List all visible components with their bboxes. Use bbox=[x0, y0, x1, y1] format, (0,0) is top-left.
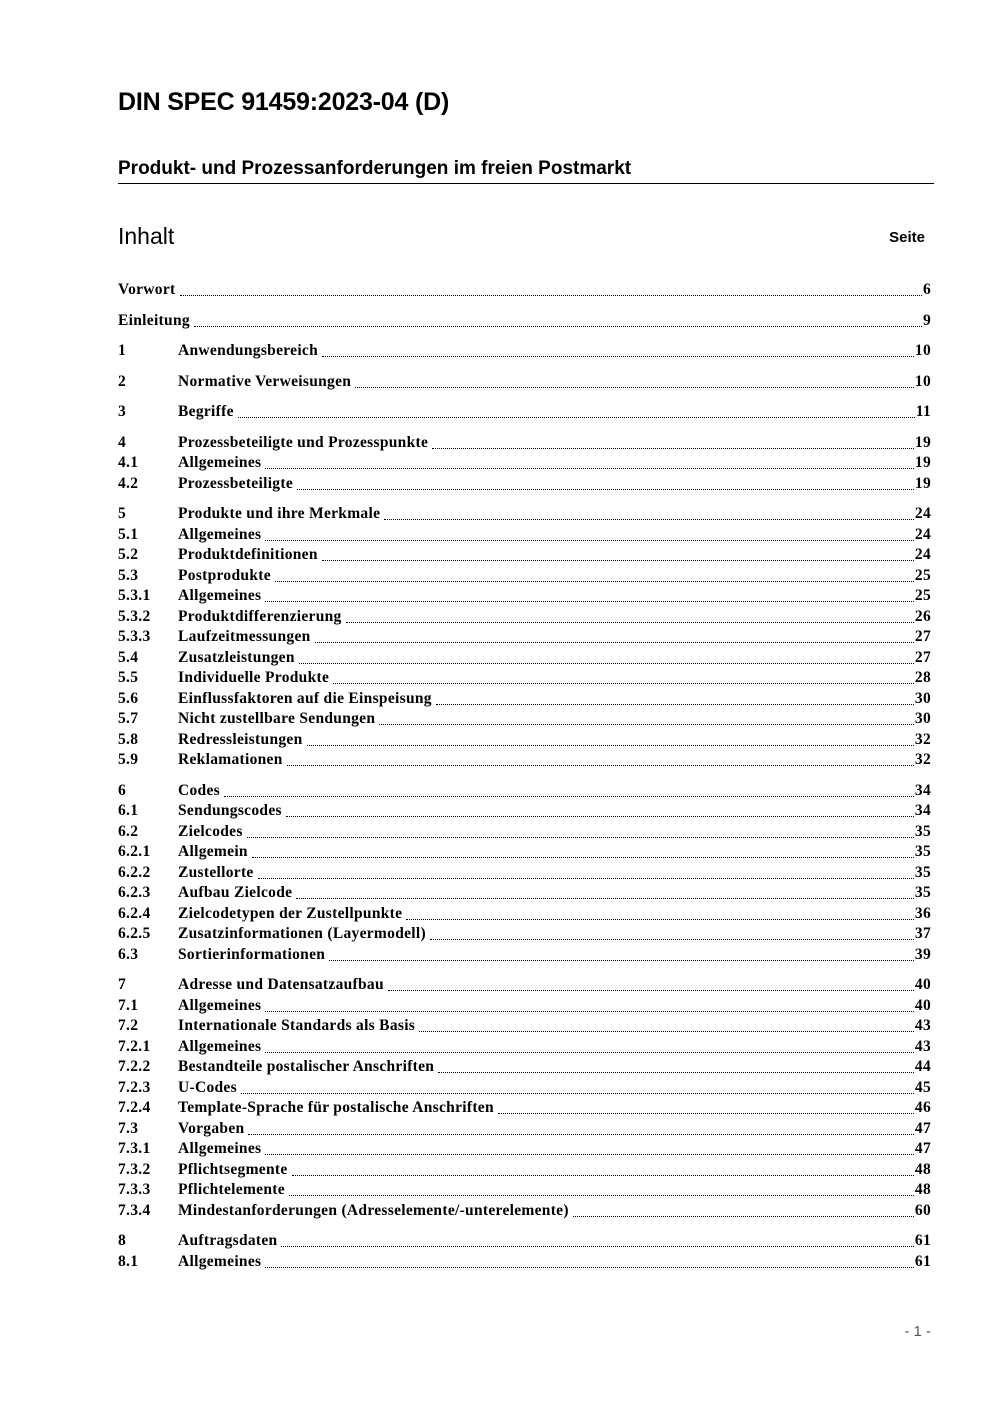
toc-entry[interactable] bbox=[118, 280, 931, 300]
toc-entry[interactable] bbox=[118, 904, 931, 924]
toc-entry[interactable] bbox=[118, 525, 931, 545]
toc-entry-page: 47 bbox=[914, 1140, 931, 1157]
toc-dot-leader bbox=[438, 1068, 914, 1073]
toc-entry-page: 44 bbox=[914, 1058, 931, 1075]
toc-entry-number: 6.2.4 bbox=[118, 904, 151, 922]
toc-entry-page: 61 bbox=[914, 1232, 931, 1249]
toc-dot-leader bbox=[248, 1130, 913, 1135]
toc-entry-number: 4 bbox=[118, 433, 127, 451]
toc-entry[interactable] bbox=[118, 372, 931, 392]
toc-entry[interactable] bbox=[118, 1180, 931, 1200]
toc-entry[interactable] bbox=[118, 730, 931, 750]
toc-entry-page: 40 bbox=[914, 996, 931, 1014]
toc-entry-title[interactable]: Vorgaben bbox=[178, 1119, 245, 1137]
toc-entry-page: 10 bbox=[914, 372, 931, 390]
toc-entry[interactable] bbox=[118, 433, 931, 453]
toc-entry-page: 30 bbox=[914, 689, 931, 707]
toc-entry-number: 1 bbox=[118, 342, 127, 359]
toc-entry[interactable] bbox=[118, 975, 931, 995]
toc-entry-number: 8.1 bbox=[118, 1252, 139, 1270]
toc-entry-title[interactable]: Zielcodes bbox=[178, 822, 243, 840]
toc-entry-number: 5.8 bbox=[118, 730, 139, 748]
toc-entry-number: 7.2 bbox=[118, 1017, 139, 1034]
toc-entry-page: 32 bbox=[914, 730, 931, 748]
toc-entry-page: 6 bbox=[922, 281, 931, 298]
toc-dot-leader bbox=[322, 556, 914, 561]
toc-entry[interactable] bbox=[118, 924, 931, 944]
toc-entry-number: 4.2 bbox=[118, 474, 139, 492]
toc-entry-title[interactable]: Bestandteile postalischer Anschriften bbox=[178, 1058, 435, 1075]
toc-dot-leader bbox=[419, 1027, 914, 1032]
toc-entry-number: 5.1 bbox=[118, 525, 139, 543]
toc-dot-leader bbox=[346, 618, 914, 623]
toc-dot-leader bbox=[406, 915, 914, 920]
toc-entry-title[interactable]: Prozessbeteiligte bbox=[178, 474, 293, 492]
toc-entry-number: 7.3.4 bbox=[118, 1201, 151, 1219]
toc-heading: Inhalt bbox=[118, 223, 175, 249]
toc-entry[interactable] bbox=[118, 750, 931, 770]
toc-entry-page: 27 bbox=[914, 648, 931, 666]
toc-entry-page: 27 bbox=[914, 628, 931, 645]
toc-dot-leader bbox=[265, 536, 914, 541]
toc-entry-title[interactable]: Begriffe bbox=[178, 403, 234, 420]
toc-entry-title[interactable]: Zusatzleistungen bbox=[178, 648, 295, 666]
toc-entry-number: 6.2 bbox=[118, 822, 139, 840]
toc-entry-page: 24 bbox=[914, 546, 931, 563]
toc-entry-page: 45 bbox=[914, 1078, 931, 1096]
toc-entry-number: 5 bbox=[118, 505, 127, 522]
toc-entry[interactable] bbox=[118, 607, 931, 627]
toc-entry-title[interactable]: Sendungscodes bbox=[178, 802, 282, 819]
toc-dot-leader bbox=[224, 792, 914, 797]
toc-entry-page: 25 bbox=[914, 566, 931, 584]
toc-dot-leader bbox=[265, 1007, 914, 1012]
toc-entry[interactable] bbox=[118, 822, 931, 842]
toc-entry-title[interactable]: Template-Sprache für postalische Anschriften bbox=[178, 1099, 494, 1116]
toc-entry-title[interactable]: Zielcodetypen der Zustellpunkte bbox=[178, 904, 403, 922]
toc-dot-leader bbox=[286, 812, 914, 817]
toc-entry-number: 5.3.3 bbox=[118, 628, 151, 645]
toc-entry-number: 7.2.3 bbox=[118, 1078, 151, 1096]
toc-entry-title[interactable]: Internationale Standards als Basis bbox=[178, 1017, 416, 1034]
toc-entry-title[interactable]: Prozessbeteiligte und Prozesspunkte bbox=[178, 433, 429, 451]
toc-entry[interactable] bbox=[118, 627, 931, 647]
toc-entry-page: 9 bbox=[922, 311, 931, 329]
toc-entry-number: 7.1 bbox=[118, 996, 139, 1014]
toc-entry[interactable] bbox=[118, 1231, 931, 1251]
toc-entry[interactable] bbox=[118, 545, 931, 565]
toc-entry[interactable] bbox=[118, 945, 931, 965]
toc-entry-number: 2 bbox=[118, 372, 127, 390]
toc-entry-title[interactable]: Allgemeines bbox=[178, 587, 262, 604]
toc-dot-leader bbox=[180, 291, 922, 296]
toc-entry[interactable] bbox=[118, 341, 931, 361]
toc-entry-page: 25 bbox=[914, 587, 931, 604]
toc-entry[interactable] bbox=[118, 453, 931, 473]
toc-entry-number: 5.3 bbox=[118, 566, 139, 584]
toc-entry-title[interactable]: Reklamationen bbox=[178, 751, 283, 768]
toc-dot-leader bbox=[315, 638, 914, 643]
toc-dot-leader bbox=[252, 853, 914, 858]
toc-entry[interactable] bbox=[118, 402, 931, 422]
toc-dot-leader bbox=[384, 515, 914, 520]
toc-entry-page: 34 bbox=[914, 802, 931, 819]
toc-entry-number: 7.3 bbox=[118, 1119, 139, 1137]
toc-entry-title[interactable]: Normative Verweisungen bbox=[178, 372, 352, 390]
toc-entry[interactable] bbox=[118, 801, 931, 821]
toc-dot-leader bbox=[287, 761, 914, 766]
toc-entry-title[interactable]: U-Codes bbox=[178, 1078, 237, 1096]
toc-dot-leader bbox=[238, 413, 915, 418]
toc-entry-number: 6 bbox=[118, 781, 127, 799]
toc-entry[interactable] bbox=[118, 566, 931, 586]
toc-dot-leader bbox=[265, 597, 914, 602]
toc-entry-page: 47 bbox=[914, 1119, 931, 1137]
toc-entry-title[interactable]: Allgemeines bbox=[178, 525, 262, 543]
toc-entry-title[interactable]: Zustellorte bbox=[178, 863, 254, 881]
page-number: - 1 - bbox=[904, 1323, 931, 1340]
toc-entry-number: 5.9 bbox=[118, 751, 139, 768]
toc-entry-page: 32 bbox=[914, 751, 931, 768]
toc-entry-title[interactable]: Allgemeines bbox=[178, 454, 262, 471]
toc-dot-leader bbox=[379, 720, 914, 725]
toc-entry-number: 6.2.1 bbox=[118, 843, 151, 860]
toc-entry[interactable] bbox=[118, 668, 931, 688]
toc-entry-number: 7.3.2 bbox=[118, 1160, 151, 1178]
toc-entry-page: 34 bbox=[914, 781, 931, 799]
document-title: DIN SPEC 91459:2023-04 (D) bbox=[118, 88, 450, 116]
toc-dot-leader bbox=[322, 352, 914, 357]
toc-dot-leader bbox=[432, 444, 914, 449]
toc-entry-number: 7.2.2 bbox=[118, 1058, 151, 1075]
toc-entry-number: 7.3.1 bbox=[118, 1140, 151, 1157]
toc-entry-page: 35 bbox=[914, 884, 931, 901]
document-subtitle: Produkt- und Prozessanforderungen im freien Postmarkt bbox=[118, 158, 934, 184]
toc-entry-title[interactable]: Einleitung bbox=[118, 311, 190, 329]
toc-entry-title[interactable]: Anwendungsbereich bbox=[178, 342, 319, 359]
toc-entry-page: 35 bbox=[914, 843, 931, 860]
toc-entry[interactable] bbox=[118, 474, 931, 494]
toc-entry[interactable] bbox=[118, 648, 931, 668]
toc-entry[interactable] bbox=[118, 1057, 931, 1077]
toc-entry[interactable] bbox=[118, 863, 931, 883]
toc-entry-title[interactable]: Produktdifferenzierung bbox=[178, 607, 342, 625]
toc-entry-title[interactable]: Produkte und ihre Merkmale bbox=[178, 505, 381, 522]
toc-dot-leader bbox=[281, 1242, 913, 1247]
toc-entry-page: 61 bbox=[914, 1252, 931, 1270]
toc-dot-leader bbox=[275, 577, 914, 582]
toc-entry-number: 5.7 bbox=[118, 710, 139, 727]
toc-entry-number: 8 bbox=[118, 1232, 127, 1249]
toc-entry-page: 19 bbox=[914, 474, 931, 492]
toc-entry[interactable] bbox=[118, 1252, 931, 1272]
toc-dot-leader bbox=[289, 1191, 914, 1196]
toc-entry-page: 35 bbox=[914, 863, 931, 881]
toc-entry-number: 6.2.2 bbox=[118, 863, 151, 881]
toc-entry-page: 19 bbox=[914, 454, 931, 471]
toc-entry-page: 43 bbox=[914, 1017, 931, 1034]
toc-dot-leader bbox=[265, 1263, 914, 1268]
toc-entry-number: 7.2.4 bbox=[118, 1099, 151, 1116]
toc-entry[interactable] bbox=[118, 504, 931, 524]
toc-entry-title[interactable]: Postprodukte bbox=[178, 566, 271, 584]
toc-dot-leader bbox=[241, 1089, 914, 1094]
toc-entry-page: 60 bbox=[914, 1201, 931, 1219]
toc-entry[interactable] bbox=[118, 1160, 931, 1180]
toc-entry[interactable] bbox=[118, 996, 931, 1016]
toc-dot-leader bbox=[292, 1171, 914, 1176]
toc-dot-leader bbox=[436, 700, 914, 705]
toc-entry-number: 4.1 bbox=[118, 454, 139, 471]
toc-entry-number: 6.1 bbox=[118, 802, 139, 819]
toc-dot-leader bbox=[355, 383, 914, 388]
toc-entry-title[interactable]: Zusatzinformationen (Layermodell) bbox=[178, 925, 426, 942]
toc-entry-title[interactable]: Produktdefinitionen bbox=[178, 546, 318, 563]
toc-entry-page: 46 bbox=[914, 1099, 931, 1116]
toc-entry-page: 35 bbox=[914, 822, 931, 840]
toc-entry-number: 5.2 bbox=[118, 546, 139, 563]
toc-dot-leader bbox=[333, 679, 914, 684]
toc-entry-page: 43 bbox=[914, 1037, 931, 1055]
toc-entry[interactable] bbox=[118, 1119, 931, 1139]
toc-entry-title[interactable]: Aufbau Zielcode bbox=[178, 884, 293, 901]
toc-entry-number: 5.3.2 bbox=[118, 607, 151, 625]
toc-entry[interactable] bbox=[118, 1201, 931, 1221]
toc-entry-page: 19 bbox=[914, 433, 931, 451]
toc-entry-number: 5.4 bbox=[118, 648, 139, 666]
toc-entry-title[interactable]: Allgemeines bbox=[178, 1037, 262, 1055]
toc-dot-leader bbox=[247, 833, 914, 838]
toc-entry-number: 7.2.1 bbox=[118, 1037, 151, 1055]
toc-entry-title[interactable]: Pflichtsegmente bbox=[178, 1160, 288, 1178]
toc-entry-title[interactable]: Redressleistungen bbox=[178, 730, 303, 748]
toc-dot-leader bbox=[498, 1109, 914, 1114]
toc-entry-title[interactable]: Vorwort bbox=[118, 281, 176, 298]
toc-entry-title[interactable]: Allgemeines bbox=[178, 1252, 262, 1270]
toc-entry-page: 10 bbox=[914, 342, 931, 359]
toc-entry-title[interactable]: Nicht zustellbare Sendungen bbox=[178, 710, 376, 727]
toc-dot-leader bbox=[573, 1212, 914, 1217]
toc-entry-page: 48 bbox=[914, 1181, 931, 1198]
toc-entry-page: 28 bbox=[914, 669, 931, 686]
toc-entry-title[interactable]: Einflussfaktoren auf die Einspeisung bbox=[178, 689, 432, 707]
toc-entry[interactable] bbox=[118, 1016, 931, 1036]
toc-entry-page: 24 bbox=[914, 525, 931, 543]
toc-page-heading: Seite bbox=[889, 229, 925, 246]
toc-entry-title[interactable]: Laufzeitmessungen bbox=[178, 628, 311, 645]
toc-entry[interactable] bbox=[118, 1078, 931, 1098]
toc-dot-leader bbox=[265, 1150, 914, 1155]
toc-entry-number: 7.3.3 bbox=[118, 1181, 151, 1198]
toc-entry[interactable] bbox=[118, 689, 931, 709]
toc-entry-title[interactable]: Mindestanforderungen (Adresselemente/-unterelemente) bbox=[178, 1201, 569, 1219]
toc-entry-number: 5.3.1 bbox=[118, 587, 151, 604]
toc-entry-number: 3 bbox=[118, 403, 127, 420]
toc-entry-title[interactable]: Allgemeines bbox=[178, 1140, 262, 1157]
toc-entry[interactable] bbox=[118, 1139, 931, 1159]
toc-dot-leader bbox=[329, 956, 914, 961]
toc-entry-title[interactable]: Individuelle Produkte bbox=[178, 669, 330, 686]
toc-entry[interactable] bbox=[118, 709, 931, 729]
toc-entry-title[interactable]: Sortierinformationen bbox=[178, 945, 326, 963]
toc-entry-title[interactable]: Auftragsdaten bbox=[178, 1232, 278, 1249]
table-of-contents bbox=[118, 0, 931, 1403]
toc-entry[interactable] bbox=[118, 842, 931, 862]
toc-entry[interactable] bbox=[118, 781, 931, 801]
toc-entry-page: 40 bbox=[914, 976, 931, 993]
toc-entry-title[interactable]: Codes bbox=[178, 781, 220, 799]
toc-dot-leader bbox=[296, 894, 914, 899]
toc-entry-title[interactable]: Allgemein bbox=[178, 843, 248, 860]
toc-dot-leader bbox=[194, 322, 922, 327]
toc-entry[interactable] bbox=[118, 883, 931, 903]
toc-entry-title[interactable]: Pflichtelemente bbox=[178, 1181, 285, 1198]
toc-dot-leader bbox=[297, 485, 914, 490]
toc-entry-title[interactable]: Allgemeines bbox=[178, 996, 262, 1014]
toc-dot-leader bbox=[265, 1048, 914, 1053]
toc-entry-number: 5.5 bbox=[118, 669, 139, 686]
toc-dot-leader bbox=[258, 874, 914, 879]
toc-dot-leader bbox=[388, 986, 914, 991]
toc-entry-page: 37 bbox=[914, 925, 931, 942]
toc-entry-page: 26 bbox=[914, 607, 931, 625]
toc-entry-number: 6.3 bbox=[118, 945, 139, 963]
toc-entry-page: 11 bbox=[915, 403, 931, 420]
toc-entry-number: 5.6 bbox=[118, 689, 139, 707]
toc-entry-number: 7 bbox=[118, 976, 127, 993]
toc-dot-leader bbox=[299, 659, 914, 664]
toc-entry[interactable] bbox=[118, 311, 931, 331]
toc-entry-page: 39 bbox=[914, 945, 931, 963]
toc-entry[interactable] bbox=[118, 586, 931, 606]
toc-entry-title[interactable]: Adresse und Datensatzaufbau bbox=[178, 976, 384, 993]
toc-entry-page: 30 bbox=[914, 710, 931, 727]
toc-entry-number: 6.2.5 bbox=[118, 925, 151, 942]
toc-dot-leader bbox=[265, 464, 914, 469]
toc-entry-page: 24 bbox=[914, 505, 931, 522]
toc-entry[interactable] bbox=[118, 1098, 931, 1118]
toc-entry[interactable] bbox=[118, 1037, 931, 1057]
toc-entry-number: 6.2.3 bbox=[118, 884, 151, 901]
toc-entry-page: 48 bbox=[914, 1160, 931, 1178]
toc-entry-page: 36 bbox=[914, 904, 931, 922]
toc-dot-leader bbox=[430, 935, 914, 940]
toc-dot-leader bbox=[307, 741, 914, 746]
